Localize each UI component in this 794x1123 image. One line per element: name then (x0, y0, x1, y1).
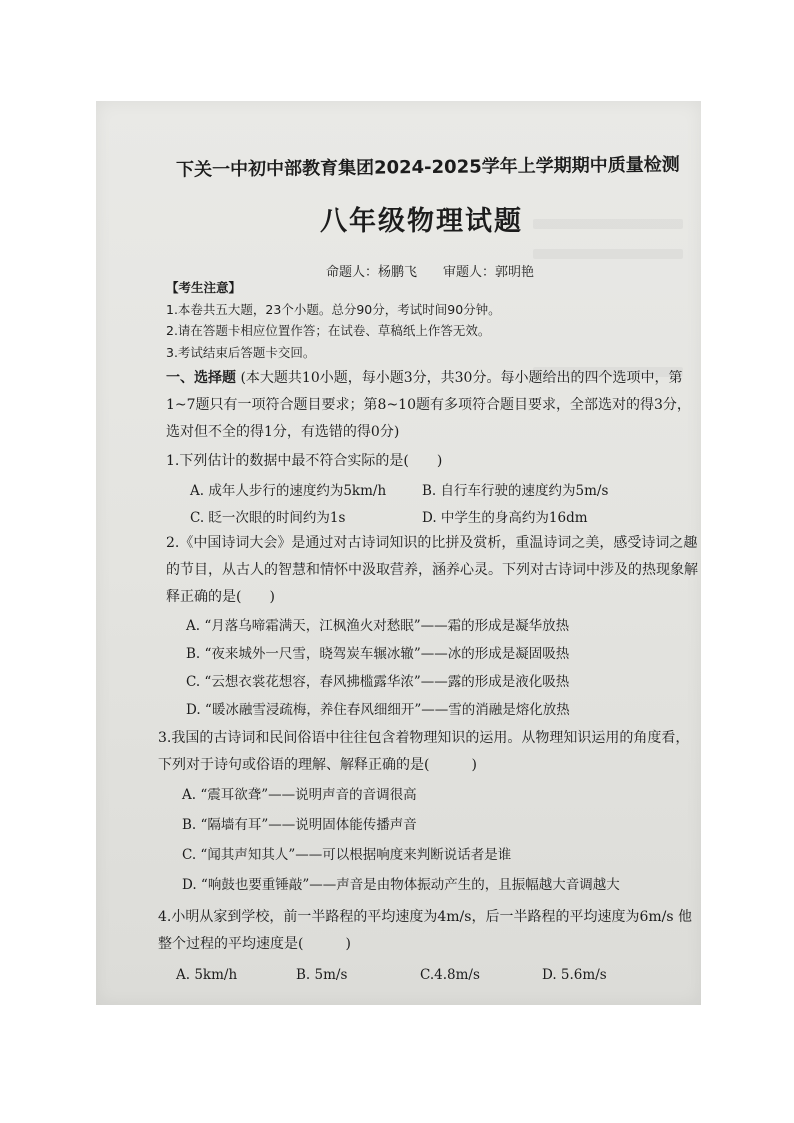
question-option: B. 5m/s (296, 967, 348, 983)
question-option: C. “闻其声知其人”——可以根据响度来判断说话者是谁 (182, 847, 512, 863)
section-heading: 一、选择题 (166, 370, 236, 386)
subject-title: 八年级物理试题 (320, 206, 523, 237)
question-stem: 2.《中国诗词大会》是通过对古诗词知识的比拼及赏析，重温诗词之美，感受诗词之趣 (166, 535, 698, 551)
question-option: D. “响鼓也要重锤敲”——声音是由物体振动产生的，且振幅越大音调越大 (182, 877, 620, 893)
section-intro-line (166, 367, 682, 387)
question-option: C. 眨一次眼的时间约为1s (190, 510, 346, 526)
question-option: A. “月落乌啼霜满天，江枫渔火对愁眠”——霜的形成是凝华放热 (186, 618, 570, 634)
question-option: A. 5km/h (176, 967, 238, 983)
question-option: B. 自行车行驶的速度约为5m/s (422, 483, 609, 499)
question-option: A. “震耳欲聋”——说明声音的音调很高 (182, 787, 417, 803)
question-stem: 的节目，从古人的智慧和情怀中汲取营养，涵养心灵。下列对古诗词中涉及的热现象解 (166, 562, 698, 578)
author-label: 命题人：杨鹏飞 (326, 265, 418, 280)
question-option: B. “隔墙有耳”——说明固体能传播声音 (182, 817, 417, 833)
question-stem: 整个过程的平均速度是( ) (158, 936, 351, 952)
question-option: D. 5.6m/s (542, 967, 607, 983)
section-intro-line: 1~7题只有一项符合题目要求；第8~10题有多项符合题目要求，全部选对的得3分， (166, 397, 691, 413)
question-option: C. “云想衣裳花想容，春风拂槛露华浓”——露的形成是液化吸热 (186, 674, 570, 690)
question-option: D. 中学生的身高约为16dm (422, 510, 588, 526)
question-option: D. “暖冰融雪浸疏梅，养住春风细细开”——雪的消融是熔化放热 (186, 702, 570, 718)
notice-heading: 【考生注意】 (166, 280, 242, 295)
question-stem: 3.我国的古诗词和民间俗语中往往包含着物理知识的运用。从物理知识运用的角度看， (158, 730, 690, 746)
exam-title: 下关一中初中部教育集团2024-2025学年上学期期中质量检测 (175, 154, 680, 181)
exam-paper (96, 101, 701, 1005)
question-stem: 释正确的是( ) (166, 589, 275, 605)
section-intro-line: 选对但不全的得1分，有选错的得0分) (166, 424, 400, 440)
bleed-through-mark (533, 249, 683, 259)
bleed-through-mark (533, 219, 683, 229)
authors-line (326, 261, 534, 280)
question-stem: 下列对于诗句或俗语的理解、解释正确的是( ) (158, 757, 477, 773)
question-option: C.4.8m/s (420, 967, 480, 983)
reviewer-label: 审题人：郭明艳 (443, 265, 535, 280)
question-stem: 4.小明从家到学校，前一半路程的平均速度为4m/s，后一半路程的平均速度为6m/s 他 (158, 909, 692, 925)
question-option: A. 成年人步行的速度约为5km/h (190, 483, 387, 499)
notice-item: 1.本卷共五大题，23个小题。总分90分，考试时间90分钟。 (166, 302, 501, 317)
notice-item: 2.请在答题卡相应位置作答；在试卷、草稿纸上作答无效。 (166, 323, 491, 338)
notice-item: 3.考试结束后答题卡交回。 (166, 345, 316, 360)
question-option: B. “夜来城外一尺雪，晓驾炭车辗冰辙”——冰的形成是凝固吸热 (186, 646, 570, 662)
section-intro: (本大题共10小题，每小题3分，共30分。每小题给出的四个选项中，第 (240, 370, 683, 386)
question-stem: 1.下列估计的数据中最不符合实际的是( ) (166, 453, 443, 469)
